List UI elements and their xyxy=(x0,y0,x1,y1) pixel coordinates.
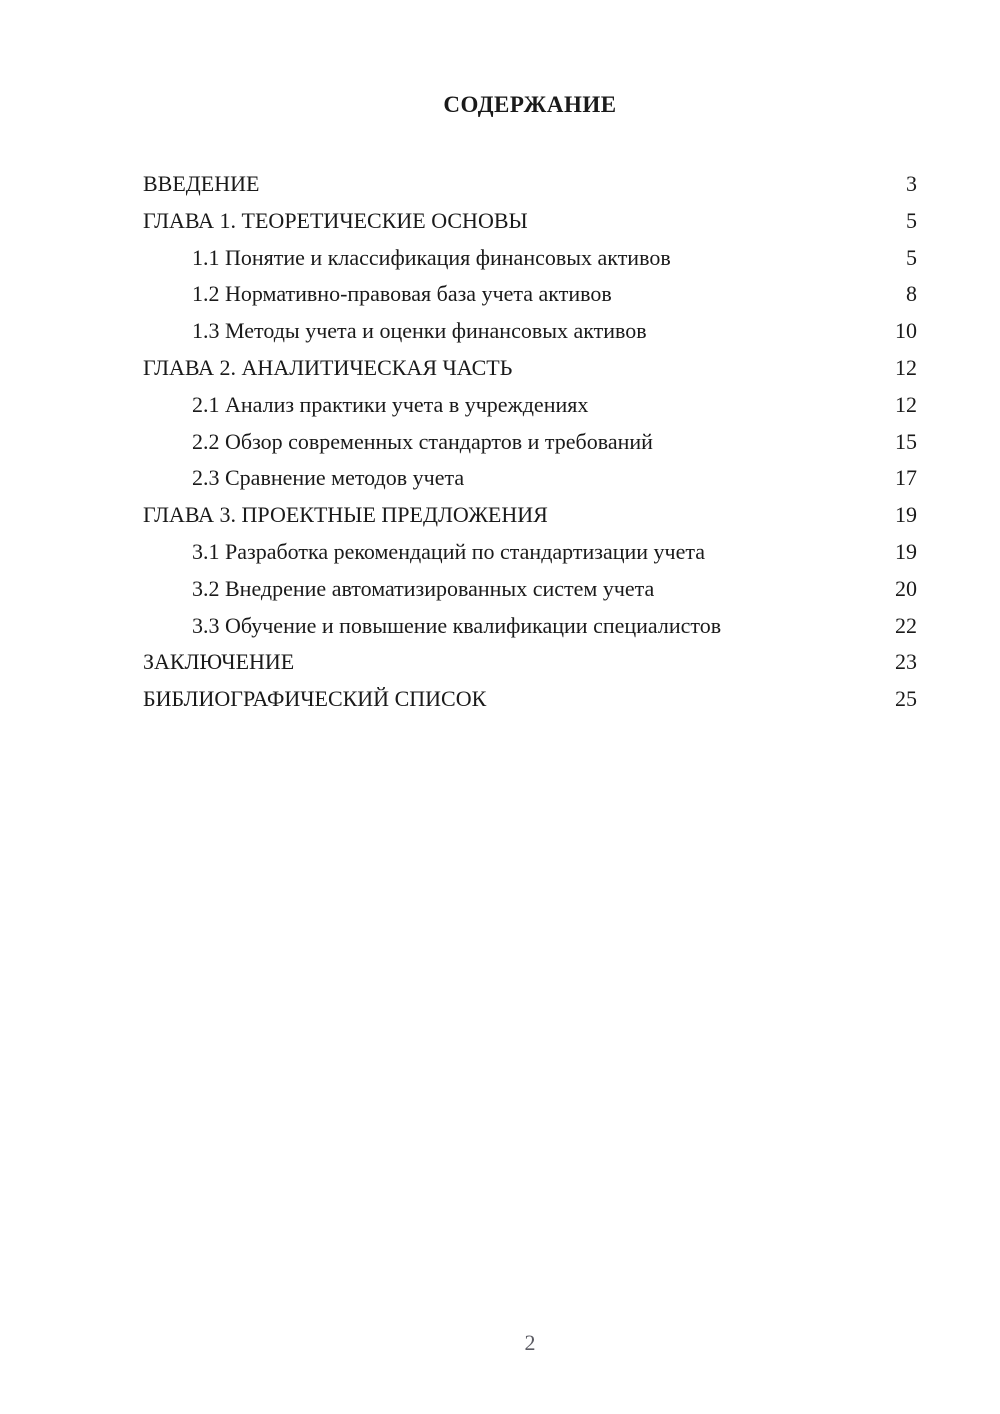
toc-entry-label: БИБЛИОГРАФИЧЕСКИЙ СПИСОК xyxy=(143,686,487,712)
toc-entry-page-number: 10 xyxy=(895,318,917,344)
toc-entry[interactable] xyxy=(143,424,917,461)
toc-entry[interactable] xyxy=(143,240,917,277)
toc-entry-page-number: 12 xyxy=(895,354,917,380)
toc-entry-page-number: 5 xyxy=(906,244,917,270)
toc-entry-page-number: 23 xyxy=(895,649,917,675)
toc-entry-label: 2.1 Анализ практики учета в учреждениях xyxy=(192,391,589,417)
toc-entry[interactable] xyxy=(143,534,917,571)
toc-entry[interactable] xyxy=(143,681,917,718)
toc-entry-page-number: 8 xyxy=(906,281,917,307)
toc-entry[interactable] xyxy=(143,571,917,608)
toc-entry-label: ВВЕДЕНИЕ xyxy=(143,171,260,196)
toc-entry-page-number: 5 xyxy=(906,207,917,233)
toc-entry[interactable] xyxy=(143,350,917,387)
toc-entry-label: ГЛАВА 3. ПРОЕКТНЫЕ ПРЕДЛОЖЕНИЯ xyxy=(143,502,548,528)
toc-entry-label: 1.1 Понятие и классификация финансовых активов xyxy=(192,244,671,270)
table-of-contents xyxy=(143,166,917,718)
toc-entry-page-number: 17 xyxy=(895,465,917,491)
toc-entry-label: 1.2 Нормативно-правовая база учета активов xyxy=(192,281,612,307)
toc-entry-label: ЗАКЛЮЧЕНИЕ xyxy=(143,649,295,675)
toc-entry-page-number: 20 xyxy=(895,575,917,601)
toc-entry[interactable] xyxy=(143,497,917,534)
toc-entry-page-number: 19 xyxy=(895,538,917,564)
toc-entry[interactable] xyxy=(143,276,917,313)
toc-entry[interactable] xyxy=(143,313,917,350)
toc-entry-label: 2.3 Сравнение методов учета xyxy=(192,465,465,491)
toc-entry-page-number: 15 xyxy=(895,428,917,454)
toc-entry-label: ГЛАВА 2. АНАЛИТИЧЕСКАЯ ЧАСТЬ xyxy=(143,354,513,380)
toc-entry[interactable] xyxy=(143,644,917,681)
toc-entry-page-number: 12 xyxy=(895,391,917,417)
toc-entry-page-number: 19 xyxy=(895,502,917,528)
toc-entry-label: 1.3 Методы учета и оценки финансовых активов xyxy=(192,318,647,344)
toc-entry[interactable] xyxy=(143,608,917,645)
toc-entry-label: 3.2 Внедрение автоматизированных систем учета xyxy=(192,575,655,601)
toc-entry[interactable] xyxy=(143,166,917,203)
toc-entry-page-number: 25 xyxy=(895,686,917,712)
toc-entry[interactable] xyxy=(143,387,917,424)
toc-entry-page-number: 3 xyxy=(906,171,917,196)
page-title: СОДЕРЖАНИЕ xyxy=(443,92,617,117)
toc-entry-label: 2.2 Обзор современных стандартов и требований xyxy=(192,428,653,454)
toc-entry-page-number: 22 xyxy=(895,612,917,638)
footer-page-number: 2 xyxy=(524,1330,536,1355)
toc-entry[interactable] xyxy=(143,460,917,497)
toc-entry-label: ГЛАВА 1. ТЕОРЕТИЧЕСКИЕ ОСНОВЫ xyxy=(143,207,528,233)
toc-entry-label: 3.3 Обучение и повышение квалификации специалистов xyxy=(192,612,722,638)
toc-entry[interactable] xyxy=(143,203,917,240)
toc-entry-label: 3.1 Разработка рекомендаций по стандартизации учета xyxy=(192,538,706,564)
